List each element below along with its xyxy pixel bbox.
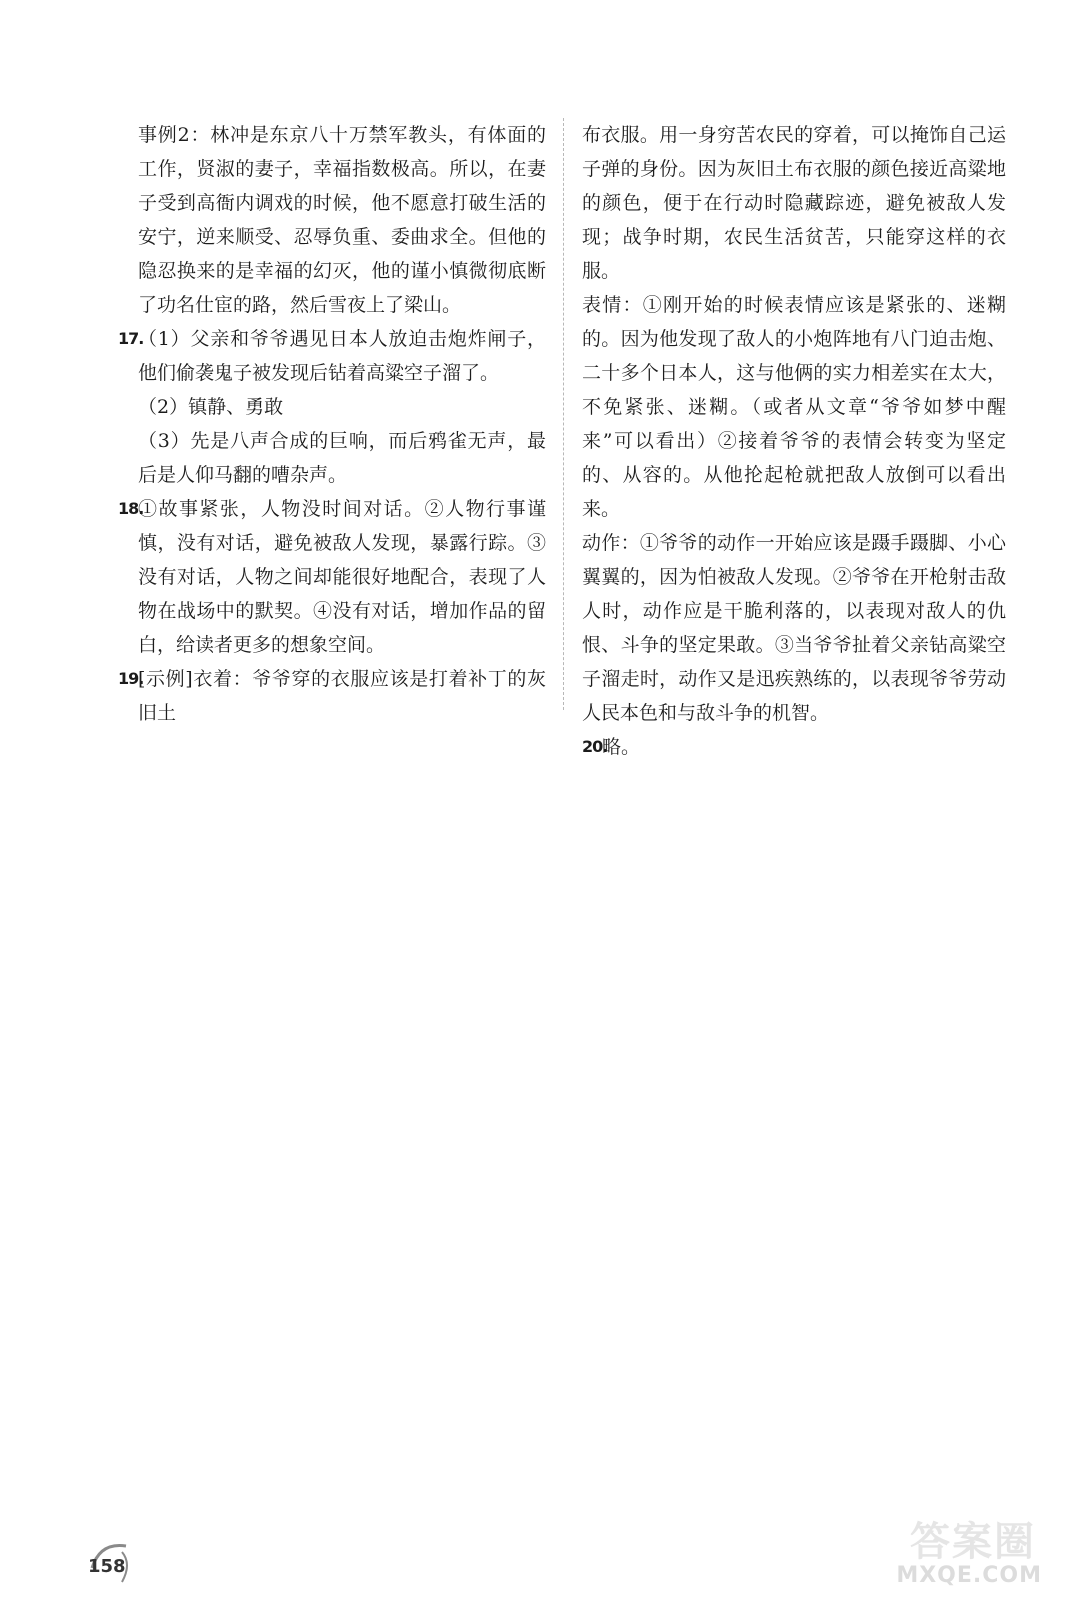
question-20-number: 20. bbox=[582, 737, 608, 756]
question-17-part-2: （2）镇静、勇敢 bbox=[138, 396, 284, 418]
action-paragraph: 动作：①爷爷的动作一开始应该是蹑手蹑脚、小心翼翼的，因为怕被敌人发现。②爷爷在开枪射击敌人时，动作应是干脆利落的，以表现对敌人的仇恨、斗争的坚定果敢。③当爷爷扯着父亲钻高粱空子溜走时，动作又是迅疾熟练的，以表现爷爷劳动人民本色和与敌斗争的机智。 bbox=[582, 532, 1006, 724]
question-19-continuation: 布衣服。用一身穷苦农民的穿着，可以掩饰自己运子弹的身份。因为灰旧土布衣服的颜色接近高粱地的颜色，便于在行动时隐藏踪迹，避免被敌人发现；战争时期，农民生活贫苦，只能穿这样的衣服。 bbox=[582, 124, 1006, 282]
watermark-site: MXQE.COM bbox=[896, 1563, 1042, 1588]
question-17 bbox=[118, 322, 546, 492]
column-divider bbox=[563, 118, 564, 710]
page-footer bbox=[86, 1538, 146, 1588]
question-19-answer-start: [示例]衣着：爷爷穿的衣服应该是打着补丁的灰旧土 bbox=[138, 668, 546, 724]
question-18-number: 18. bbox=[118, 499, 144, 518]
watermark bbox=[846, 1510, 1046, 1590]
question-19 bbox=[118, 662, 546, 730]
question-17-part-1: （1）父亲和爷爷遇见日本人放迫击炮炸闸子，他们偷袭鬼子被发现后钻着高粱空子溜了。 bbox=[138, 328, 546, 384]
question-18 bbox=[118, 492, 546, 662]
left-column bbox=[118, 118, 546, 730]
example-2-paragraph: 事例2：林冲是东京八十万禁军教头，有体面的工作，贤淑的妻子，幸福指数极高。所以，在妻子受到高衙内调戏的时候，他不愿意打破生活的安宁，逆来顺受、忍辱负重、委曲求全。但他的隐忍换来的是幸福的幻灭，他的谨小慎微彻底断了功名仕宦的路，然后雪夜上了梁山。 bbox=[138, 124, 546, 316]
question-17-number: 17. bbox=[118, 329, 144, 348]
question-17-part-3: （3）先是八声合成的巨响，而后鸦雀无声，最后是人仰马翻的嘈杂声。 bbox=[138, 430, 546, 486]
page-number: 158 bbox=[88, 1556, 126, 1577]
question-17-body bbox=[138, 322, 546, 492]
question-18-answer: ①故事紧张，人物没时间对话。②人物行事谨慎，没有对话，避免被敌人发现，暴露行踪。③没有对话，人物之间却能很好地配合，表现了人物在战场中的默契。④没有对话，增加作品的留白，给读者更多的想象空间。 bbox=[138, 498, 546, 656]
question-20 bbox=[582, 730, 1006, 764]
watermark-glyphs: 答案圈 bbox=[910, 1519, 1036, 1565]
question-20-answer: 略。 bbox=[602, 736, 641, 758]
right-column bbox=[582, 118, 1006, 764]
expression-paragraph: 表情：①刚开始的时候表情应该是紧张的、迷糊的。因为他发现了敌人的小炮阵地有八门迫击炮、二十多个日本人，这与他俩的实力相差实在太大，不免紧张、迷糊。（或者从文章“爷爷如梦中醒来”可以看出）②接着爷爷的表情会转变为坚定的、从容的。从他抡起枪就把敌人放倒可以看出来。 bbox=[582, 294, 1006, 520]
question-19-number: 19. bbox=[118, 669, 144, 688]
